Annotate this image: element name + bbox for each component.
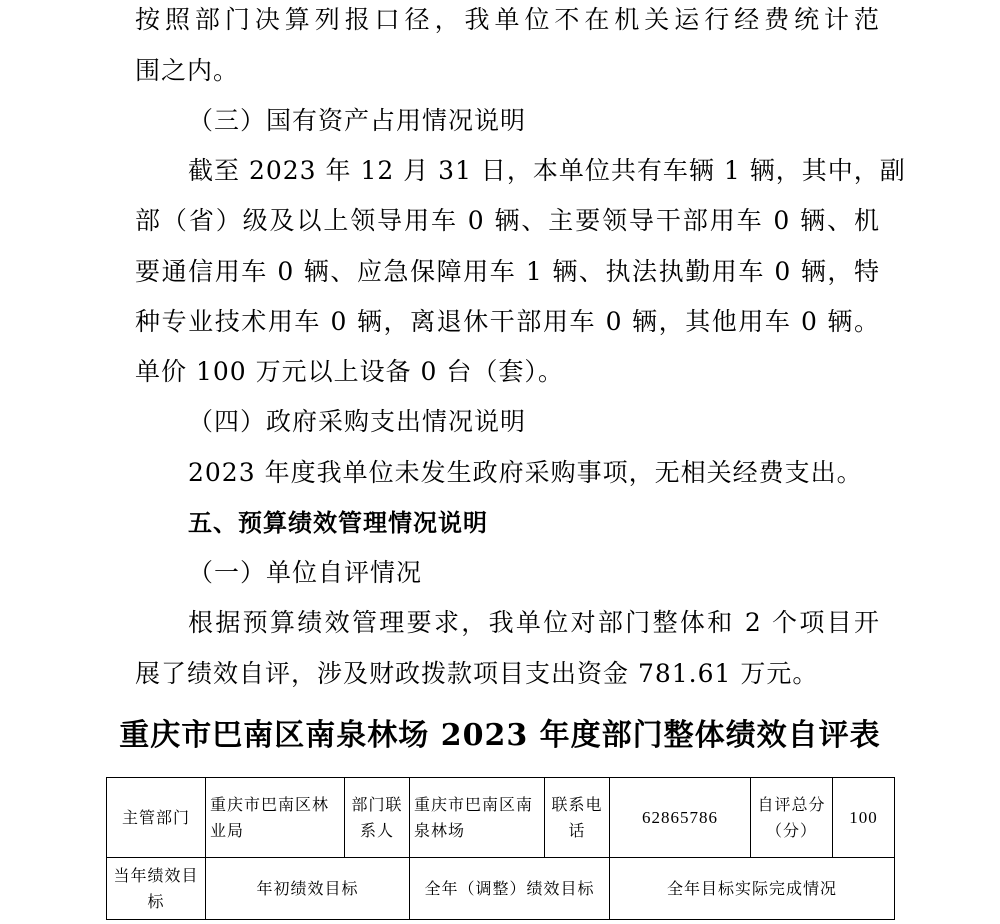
score-label-cell: 自评总分（分） xyxy=(751,778,833,858)
phone-value-cell: 62865786 xyxy=(610,778,751,858)
table-row xyxy=(107,778,895,858)
body-line-2: 围之内。 xyxy=(135,56,240,85)
evaluation-table xyxy=(106,777,895,920)
table-title: 重庆市巴南区南泉林场 2023 年度部门整体绩效自评表 xyxy=(119,718,881,753)
supervisor-label-cell: 主管部门 xyxy=(107,778,206,858)
phone-label-cell: 联系电话 xyxy=(545,778,610,858)
body-line-6: 要通信用车 0 辆、应急保障用车 1 辆、执法执勤用车 0 辆，特 xyxy=(135,257,880,286)
section-heading-procurement: （四）政府采购支出情况说明 xyxy=(188,407,527,436)
supervisor-value-cell: 重庆市巴南区林业局 xyxy=(206,778,345,858)
body-line-8: 单价 100 万元以上设备 0 台（套）。 xyxy=(135,357,564,386)
body-line-5: 部（省）级及以上领导用车 0 辆、主要领导干部用车 0 辆、机 xyxy=(135,206,880,235)
section-heading-performance: 五、预算绩效管理情况说明 xyxy=(188,509,488,537)
adjusted-goal-cell: 全年（调整）绩效目标 xyxy=(410,858,610,920)
score-value-cell: 100 xyxy=(833,778,895,858)
body-line-10: 2023 年度我单位未发生政府采购事项，无相关经费支出。 xyxy=(188,458,863,487)
body-line-4: 截至 2023 年 12 月 31 日，本单位共有车辆 1 辆，其中，副 xyxy=(188,156,906,185)
table-row xyxy=(107,858,895,920)
contact-person-label-cell: 部门联系人 xyxy=(345,778,410,858)
section-heading-asset: （三）国有资产占用情况说明 xyxy=(188,106,527,135)
contact-person-value-cell: 重庆市巴南区南泉林场 xyxy=(410,778,545,858)
initial-goal-cell: 年初绩效目标 xyxy=(206,858,410,920)
body-line-1: 按照部门决算列报口径，我单位不在机关运行经费统计范 xyxy=(135,5,880,34)
goal-label-cell: 当年绩效目标 xyxy=(107,858,206,920)
section-heading-self-eval: （一）单位自评情况 xyxy=(188,558,423,587)
body-line-14: 展了绩效自评，涉及财政拨款项目支出资金 781.61 万元。 xyxy=(135,659,819,688)
body-line-7: 种专业技术用车 0 辆，离退休干部用车 0 辆，其他用车 0 辆。 xyxy=(135,307,880,336)
completion-cell: 全年目标实际完成情况 xyxy=(610,858,895,920)
body-line-13: 根据预算绩效管理要求，我单位对部门整体和 2 个项目开 xyxy=(188,608,880,637)
